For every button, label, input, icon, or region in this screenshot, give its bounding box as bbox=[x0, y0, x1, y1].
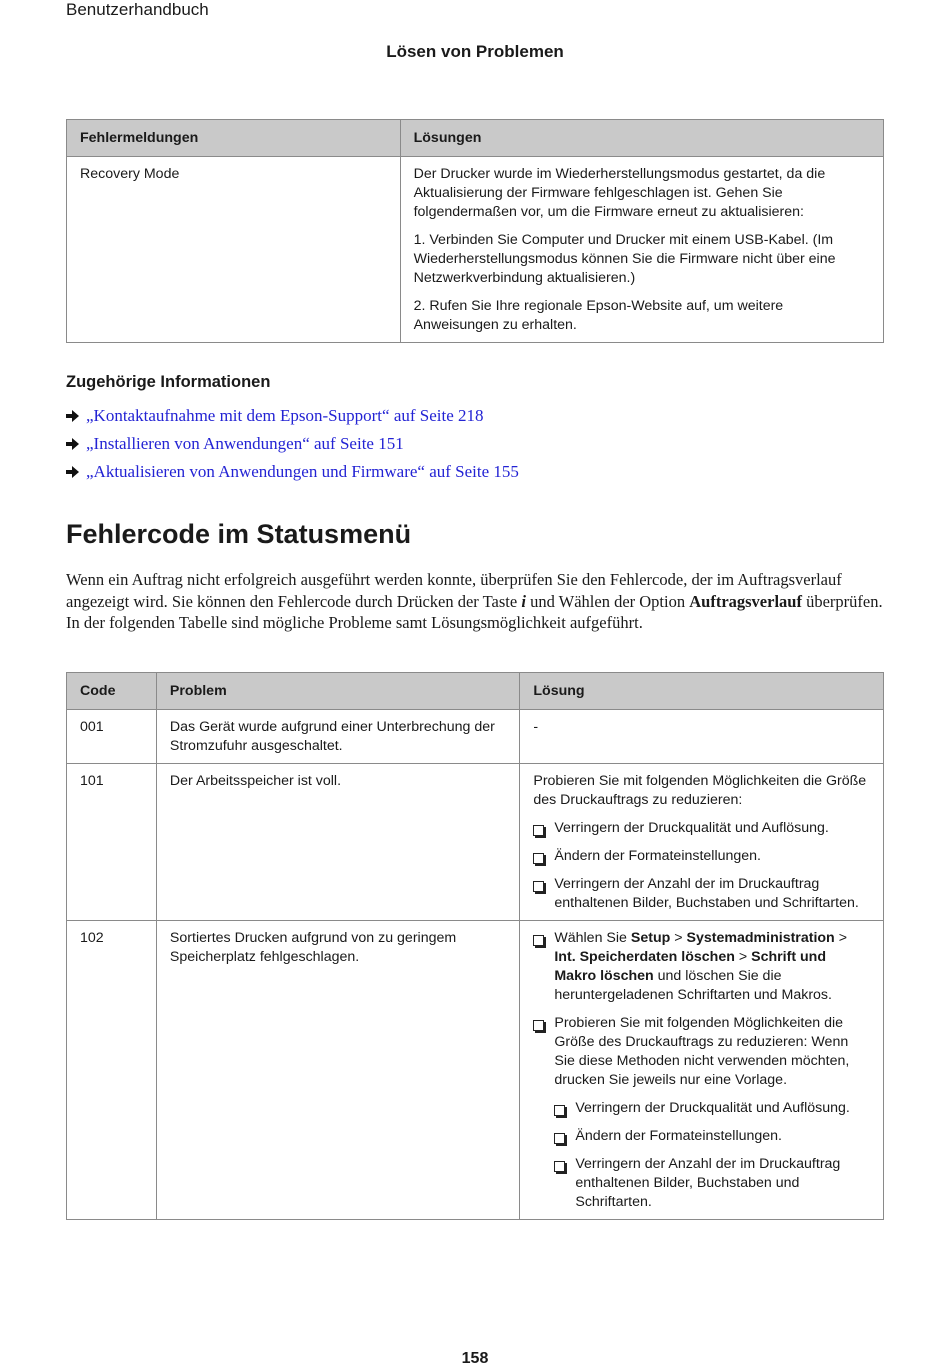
list-item bbox=[533, 929, 870, 1005]
list-item-text: Probieren Sie mit folgenden Möglichkeiten die Größe des Druckauftrags zu reduzieren: Wenn Sie diese Methoden nicht verwenden möchten, drucken Sie jeweils nur eine Vorlage. bbox=[554, 1015, 850, 1088]
list-item bbox=[554, 1155, 870, 1212]
checkbox-icon bbox=[554, 1161, 565, 1172]
page-number: 158 bbox=[461, 1350, 489, 1367]
chapter-title: Lösen von Problemen bbox=[386, 42, 564, 61]
solution-paragraph: 1. Verbinden Sie Computer und Drucker mit einem USB-Kabel. (Im Wiederherstellungsmodus können Sie die Firmware nicht über eine Netzwerkverbindung aktualisieren.) bbox=[413, 232, 836, 286]
list-item bbox=[554, 1127, 870, 1146]
code-cell: 001 bbox=[67, 710, 157, 764]
bullet-list bbox=[533, 929, 870, 1212]
list-item-text: Verringern der Anzahl der im Druckauftrag enthaltenen Bilder, Buchstaben und Schriftarten. bbox=[575, 1156, 841, 1210]
list-item-text: Verringern der Anzahl der im Druckauftrag enthaltenen Bilder, Buchstaben und Schriftarten. bbox=[554, 876, 859, 911]
list-item bbox=[533, 875, 870, 913]
checkbox-icon bbox=[533, 853, 544, 864]
related-link[interactable] bbox=[66, 402, 519, 430]
intro-text: Wenn ein Auftrag nicht erfolgreich ausgeführt werden konnte, überprüfen Sie den Fehlercode, der im Auftragsverlauf angezeigt wird. Sie können den Fehlercode durch Drücken der Taste bbox=[66, 570, 842, 611]
problem-cell: Sortiertes Drucken aufgrund von zu geringem Speicherplatz fehlgeschlagen. bbox=[156, 921, 519, 1220]
arrow-right-icon bbox=[66, 409, 79, 423]
checkbox-icon bbox=[554, 1133, 565, 1144]
document-title: Benutzerhandbuch bbox=[66, 0, 209, 19]
column-header: Lösungen bbox=[400, 120, 883, 157]
problem-cell: Das Gerät wurde aufgrund einer Unterbrechung der Stromzufuhr ausgeschaltet. bbox=[156, 710, 519, 764]
solution-cell bbox=[400, 157, 883, 343]
intro-paragraph bbox=[66, 569, 886, 634]
checkbox-icon bbox=[554, 1105, 565, 1116]
solution-cell: - bbox=[520, 710, 884, 764]
table-header-row bbox=[67, 120, 884, 157]
related-info-title: Zugehörige Informationen bbox=[66, 373, 271, 391]
related-links-list bbox=[66, 402, 519, 486]
error-code-table bbox=[66, 672, 884, 1220]
list-item bbox=[554, 1099, 870, 1118]
sub-bullet-list bbox=[554, 1099, 870, 1212]
list-item-text: Ändern der Formateinstellungen. bbox=[554, 848, 761, 864]
path-separator: > bbox=[738, 949, 748, 965]
column-header: Fehlermeldungen bbox=[67, 120, 401, 157]
solution-cell bbox=[520, 921, 884, 1220]
list-item-text: Verringern der Druckqualität und Auflösung. bbox=[575, 1100, 850, 1116]
link-text[interactable]: „Installieren von Anwendungen“ auf Seite 151 bbox=[86, 434, 404, 453]
section-title: Fehlercode im Statusmenü bbox=[66, 519, 412, 549]
column-header: Problem bbox=[156, 673, 519, 710]
solution-paragraph: 2. Rufen Sie Ihre regionale Epson-Website auf, um weitere Anweisungen zu erhalten. bbox=[413, 298, 784, 333]
code-cell: 102 bbox=[67, 921, 157, 1220]
column-header: Code bbox=[67, 673, 157, 710]
path-separator: > bbox=[838, 930, 847, 946]
menu-path-delete-fonts: Schrift und Makro löschen bbox=[554, 949, 826, 984]
list-item-text: Wählen Sie bbox=[554, 930, 627, 946]
table-row bbox=[67, 157, 884, 343]
menu-path-sysadmin: Systemadministration bbox=[686, 930, 835, 946]
arrow-right-icon bbox=[66, 465, 79, 479]
checkbox-icon bbox=[533, 825, 544, 836]
info-icon: i bbox=[521, 591, 526, 611]
solution-intro: Probieren Sie mit folgenden Möglichkeiten die Größe des Druckauftrags zu reduzieren: bbox=[533, 773, 867, 808]
link-text[interactable]: „Kontaktaufnahme mit dem Epson-Support“ auf Seite 218 bbox=[86, 406, 484, 425]
arrow-right-icon bbox=[66, 437, 79, 451]
checkbox-icon bbox=[533, 935, 544, 946]
table-row bbox=[67, 921, 884, 1220]
menu-path-setup: Setup bbox=[630, 930, 671, 946]
checkbox-icon bbox=[533, 881, 544, 892]
table-header-row bbox=[67, 673, 884, 710]
related-link[interactable] bbox=[66, 458, 519, 486]
checkbox-icon bbox=[533, 1020, 544, 1031]
column-header: Lösung bbox=[520, 673, 884, 710]
solution-cell bbox=[520, 764, 884, 921]
related-link[interactable] bbox=[66, 430, 519, 458]
menu-path-clear-memory: Int. Speicherdaten löschen bbox=[554, 949, 735, 965]
list-item-text: Ändern der Formateinstellungen. bbox=[575, 1128, 782, 1144]
list-item-text: und löschen Sie die heruntergeladenen Schriftarten und Makros. bbox=[554, 968, 832, 1003]
code-cell: 101 bbox=[67, 764, 157, 921]
bullet-list bbox=[533, 819, 870, 913]
error-message-cell: Recovery Mode bbox=[67, 157, 401, 343]
intro-text: und Wählen der Option bbox=[530, 591, 686, 611]
problem-cell: Der Arbeitsspeicher ist voll. bbox=[156, 764, 519, 921]
table-row bbox=[67, 710, 884, 764]
list-item-text: Verringern der Druckqualität und Auflösung. bbox=[554, 820, 829, 836]
table-row bbox=[67, 764, 884, 921]
list-item bbox=[533, 819, 870, 838]
list-item bbox=[533, 847, 870, 866]
path-separator: > bbox=[674, 930, 683, 946]
list-item bbox=[533, 1014, 870, 1212]
link-text[interactable]: „Aktualisieren von Anwendungen und Firmware“ auf Seite 155 bbox=[86, 462, 519, 481]
solution-paragraph: Der Drucker wurde im Wiederherstellungsmodus gestartet, da die Aktualisierung der Firmware fehlgeschlagen ist. Gehen Sie folgendermaßen vor, um die Firmware erneut zu aktualisieren: bbox=[413, 166, 826, 220]
error-messages-table bbox=[66, 119, 884, 343]
intro-text: überprüfen. In der folgenden Tabelle sind mögliche Probleme samt Lösungsmöglichkeit aufgeführt. bbox=[66, 591, 883, 633]
option-name: Auftragsverlauf bbox=[689, 591, 802, 611]
